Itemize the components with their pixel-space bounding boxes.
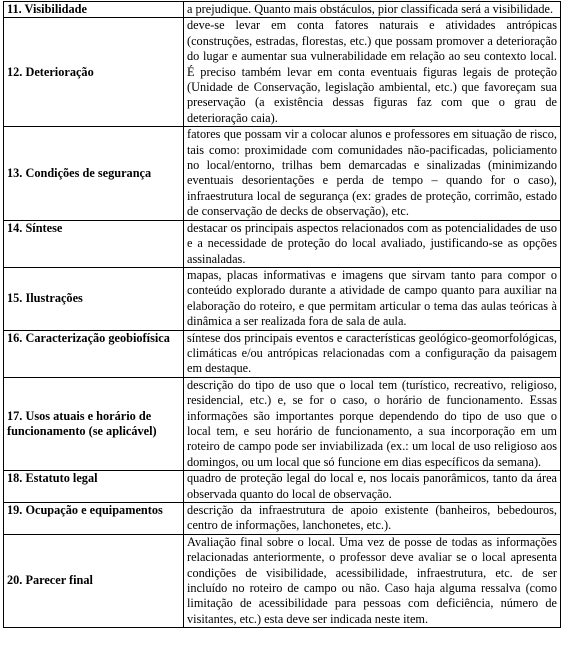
row-label: 15. Ilustrações xyxy=(4,267,184,330)
table-row xyxy=(4,534,561,627)
row-label: 20. Parecer final xyxy=(4,534,184,627)
table-row xyxy=(4,267,561,330)
row-description: descrição do tipo de uso que o local tem (turístico, recreativo, religioso, residencial, etc.) e, se for o caso, o horário de funcionamento. Essas informações são importantes porque dependendo do tipo de uso que o local tem, e seu horário de funcionamento, a sua incorporação em um roteiro de campo pode ser inviabilizada (ex.: um local de uso religioso aos domingos, ou um local que só funcione em dias específicos da semana). xyxy=(184,377,561,470)
table-row xyxy=(4,18,561,127)
row-description: Avaliação final sobre o local. Uma vez de posse de todas as informações relacionadas anteriormente, o professor deve avaliar se o local apresenta condições de visibilidade, acessibilidade, infraestrutura, etc. de ser incluído no roteiro de campo ou não. Caso haja alguma ressalva (como limitação de acessibilidade para pessoas com deficiência, número de visitantes, etc.) esta deve ser indicada neste item. xyxy=(184,534,561,627)
table-row xyxy=(4,330,561,377)
row-description: destacar os principais aspectos relacionados com as potencialidades de uso e a necessidade de proteção do local avaliado, justificando-se as opções assinaladas. xyxy=(184,220,561,267)
row-description: descrição da infraestrutura de apoio existente (banheiros, bebedouros, centro de informações, lanchonetes, etc.). xyxy=(184,503,561,535)
row-description: fatores que possam vir a colocar alunos e professores em situação de risco, tais como: proximidade com comunidades não-pacificadas, policiamento no local/entorno, trilhas bem demarcadas e sinalizadas (minimizando eventuais desorientações e perda de tempo – quando for o caso), infraestrutura local de segurança (ex: grades de proteção, corrimão, estado de conservação de decks de observação), etc. xyxy=(184,127,561,220)
row-description: mapas, placas informativas e imagens que sirvam tanto para compor o conteúdo explorado durante a atividade de campo quanto para auxiliar na elaboração do roteiro, e que permitam articular o tema das aulas teóricas à dinâmica a ser realizada fora de sala de aula. xyxy=(184,267,561,330)
row-description: quadro de proteção legal do local e, nos locais panorâmicos, tanto da área observada quanto do local de observação. xyxy=(184,471,561,503)
table-row xyxy=(4,503,561,535)
table-row xyxy=(4,2,561,18)
row-label: 18. Estatuto legal xyxy=(4,471,184,503)
row-label: 12. Deterioração xyxy=(4,18,184,127)
table-row xyxy=(4,127,561,220)
row-description: a prejudique. Quanto mais obstáculos, pior classificada será a visibilidade. xyxy=(184,2,561,18)
table-row xyxy=(4,471,561,503)
row-description: deve-se levar em conta fatores naturais e atividades antrópicas (construções, estradas, florestas, etc.) que possam promover a deterioração do lugar e aumentar sua vulnerabilidade em relação ao seu contexto local. É preciso também levar em conta eventuais figuras legais de proteção (Unidade de Conservação, legislação ambiental, etc.) que favoreçam sua preservação (a existência dessas figuras faz com que o grau de deterioração caia). xyxy=(184,18,561,127)
table-row xyxy=(4,220,561,267)
row-label: 19. Ocupação e equipamentos xyxy=(4,503,184,535)
row-label: 17. Usos atuais e horário de funcionamento (se aplicável) xyxy=(4,377,184,470)
criteria-table xyxy=(3,1,561,628)
row-description: síntese dos principais eventos e características geológico-geomorfológicas, climáticas e/ou antrópicas relacionadas com a configuração da paisagem em destaque. xyxy=(184,330,561,377)
row-label: 16. Caracterização geobiofísica xyxy=(4,330,184,377)
row-label: 11. Visibilidade xyxy=(4,2,184,18)
row-label: 13. Condições de segurança xyxy=(4,127,184,220)
table-row xyxy=(4,377,561,470)
row-label: 14. Síntese xyxy=(4,220,184,267)
